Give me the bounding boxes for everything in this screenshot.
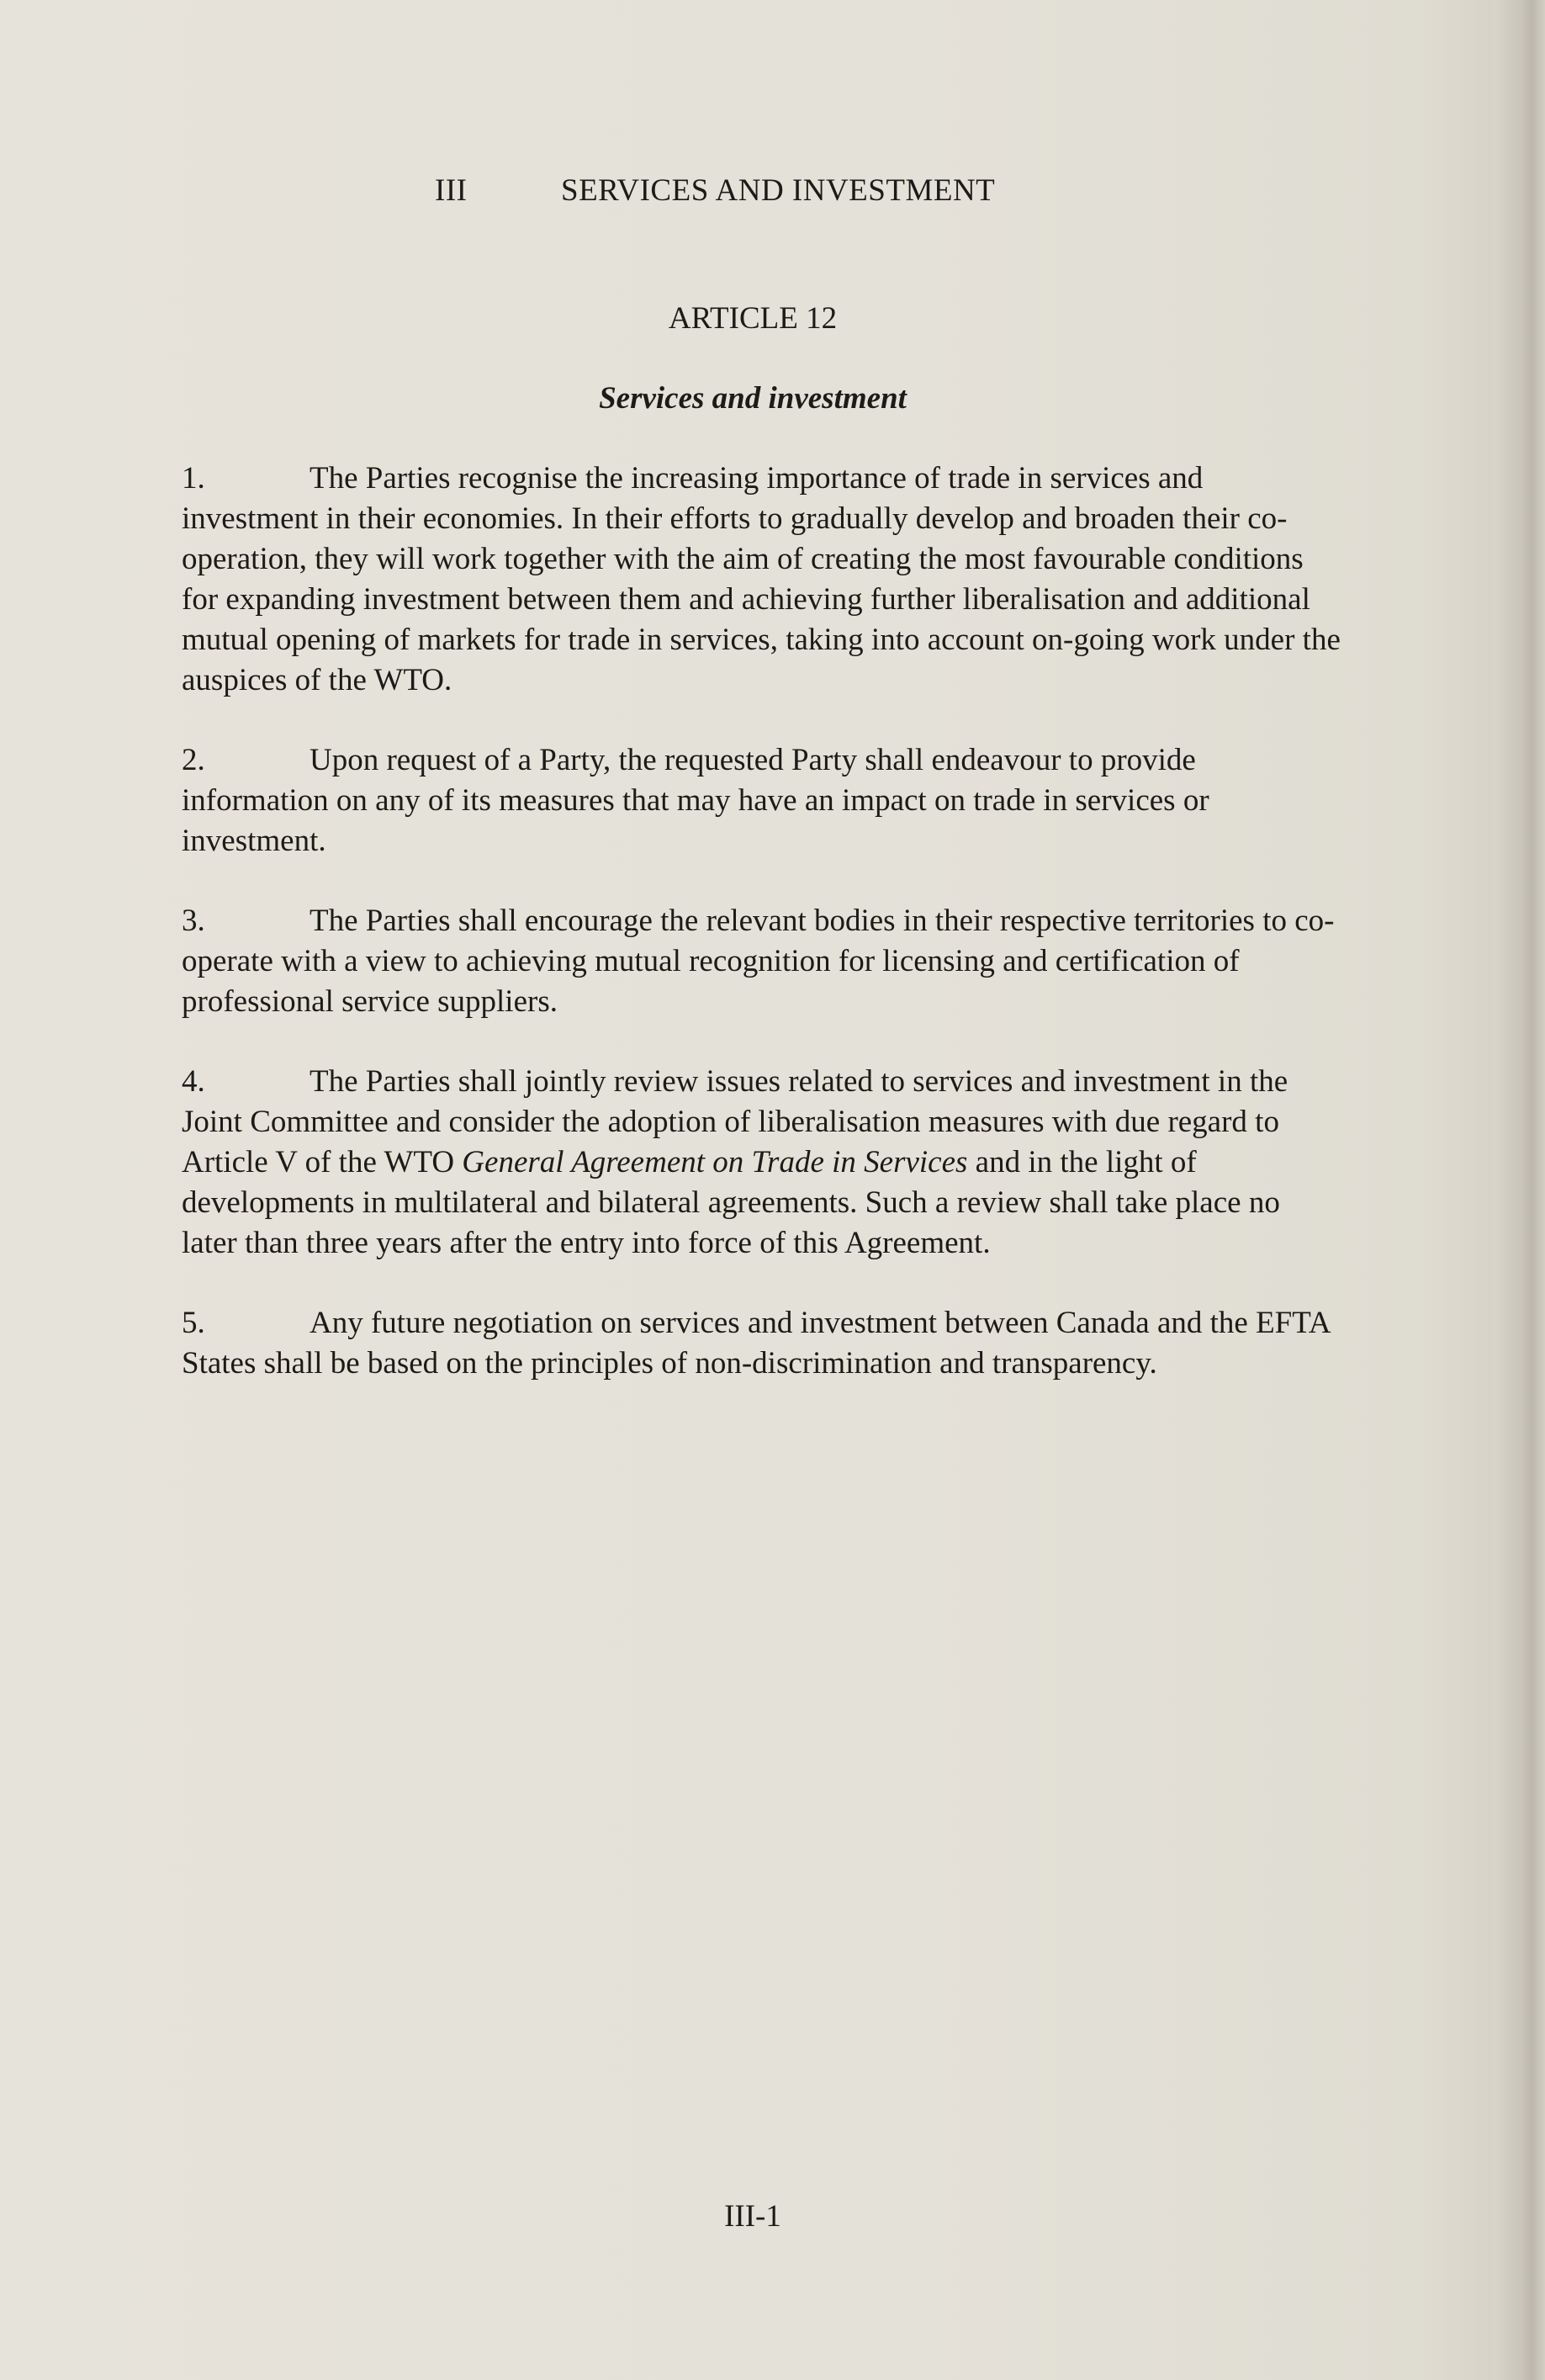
paragraph-number: 5. (182, 1306, 205, 1340)
paragraph-5 (182, 1303, 1342, 1384)
paragraph-number: 2. (182, 743, 205, 777)
paragraph-number: 3. (182, 904, 205, 938)
paragraph-text-italic: General Agreement on Trade in Services (462, 1145, 968, 1179)
paragraph-text: Any future negotiation on services and investment between Canada and the EFTA States shall be based on the principles of non-discrimination and transparency. (182, 1306, 1330, 1381)
paragraph-3 (182, 901, 1342, 1022)
page-edge-shadow (1493, 0, 1545, 2380)
paragraph-2 (182, 740, 1342, 861)
section-heading (435, 172, 995, 209)
section-title: SERVICES AND INVESTMENT (561, 173, 996, 208)
paragraph-text-start: The Parties shall jointly review issues related to services and investment in the Joint Committee and consider the adoption of liberalisation measures with due regard to Article V of the WTO (182, 1064, 1288, 1179)
paragraph-text: The Parties shall encourage the relevant bodies in their respective territories to co-operate with a view to achieving mutual recognition for licensing and certification of professional service suppliers. (182, 904, 1335, 1019)
paragraph-text: The Parties recognise the increasing importance of trade in services and investment in their economies. In their efforts to gradually develop and broaden their co-operation, they will work together with the aim of creating the most favourable conditions for expanding investment between them and achieving further liberalisation and additional mutual opening of markets for trade in services, taking into account on-going work under the auspices of the WTO. (182, 461, 1341, 697)
paragraph-4 (182, 1062, 1342, 1264)
article-body (182, 459, 1342, 1423)
paragraph-1 (182, 459, 1342, 701)
page-number: III-1 (724, 2199, 781, 2234)
paragraph-number: 1. (182, 461, 205, 496)
paragraph-number: 4. (182, 1064, 205, 1099)
article-number: ARTICLE 12 (668, 301, 838, 336)
paragraph-text-end: and in the light of developments in multilateral and bilateral agreements. Such a review shall take place no later than three years after the entry into force of this Agreement. (182, 1145, 1280, 1260)
article-title: Services and investment (599, 381, 907, 416)
paragraph-text: Upon request of a Party, the requested Party shall endeavour to provide information on any of its measures that may have an impact on trade in services or investment. (182, 743, 1209, 858)
section-number: III (435, 173, 468, 208)
